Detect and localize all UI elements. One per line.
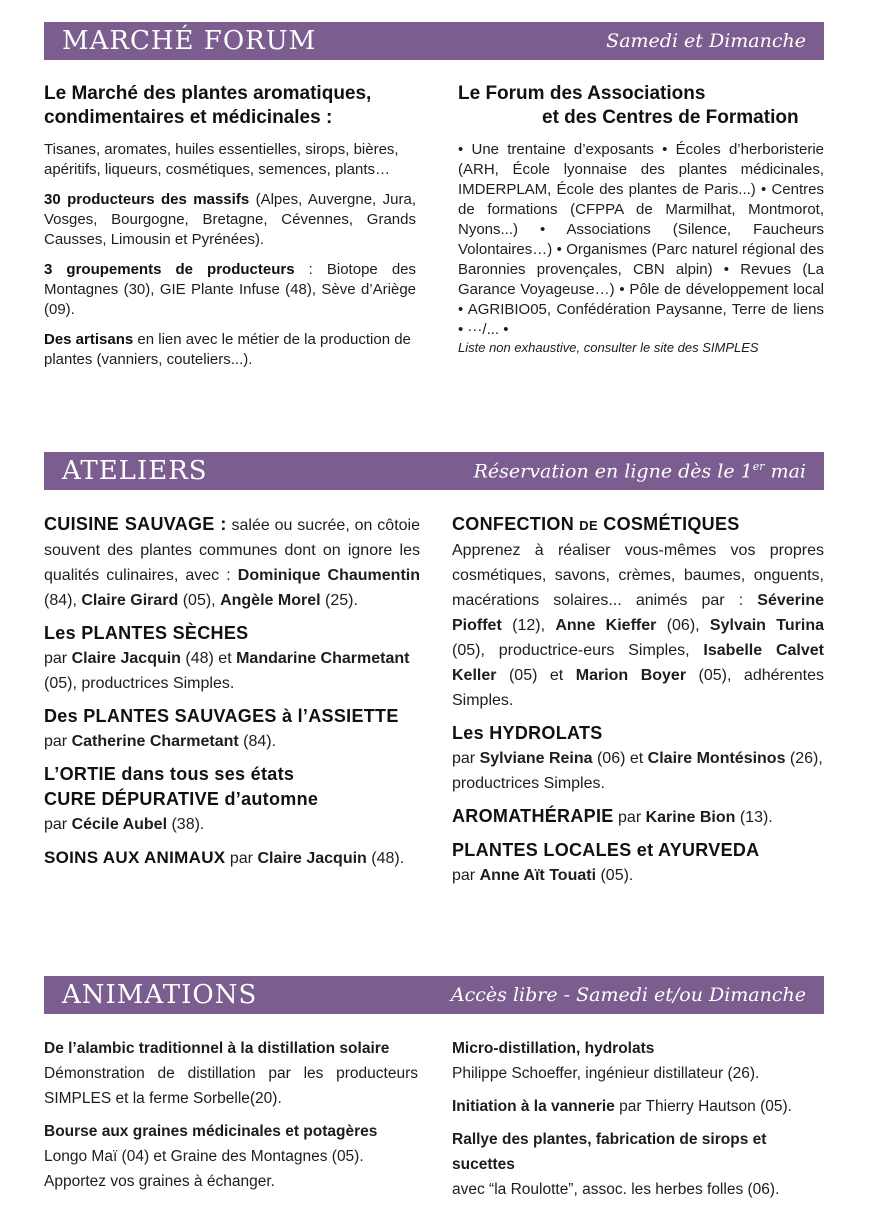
workshop-soins-animaux: SOINS AUX ANIMAUX par Claire Jacquin (48). (44, 848, 405, 867)
marche-products: Tisanes, aromates, huiles essentielles, sirops, bières, apéritifs, liqueurs, cosmétiques, semences, plants… (44, 141, 399, 178)
marche-forum-banner (44, 22, 824, 60)
section-title-ateliers: ATELIERS (62, 456, 208, 486)
workshop-ayurveda: PLANTES LOCALES et AYURVEDA par Anne Aït Touati (05). (452, 840, 760, 884)
section-subtitle-animations: Accès libre - Samedi et/ou Dimanche (450, 984, 806, 1006)
workshop-aromatherapie: AROMATHÉRAPIE par Karine Bion (13). (452, 806, 773, 826)
marche-groups: 3 groupements de producteurs : Biotope des Montagnes (30), GIE Plante Infuse (48), Sève d’Ariège (09). (44, 261, 417, 318)
animation-vannerie: Initiation à la vannerie par Thierry Hautson (05). (452, 1098, 792, 1115)
section-subtitle-ateliers: Réservation en ligne dès le 1er mai (473, 460, 806, 483)
workshop-plantes-seches: Les PLANTES SÈCHES par Claire Jacquin (48) et Mandarine Charmetant (05), productrices Simples. (44, 623, 410, 692)
marche-column (44, 82, 416, 370)
workshop-hydrolats: Les HYDROLATS par Sylviane Reina (06) et Claire Montésinos (26), productrices Simples. (452, 723, 823, 792)
workshop-ortie: L’ORTIE dans tous ses états CURE DÉPURATIVE d’automne par Cécile Aubel (38). (44, 764, 319, 833)
section-title-animations: ANIMATIONS (62, 980, 258, 1010)
ateliers-left-column (44, 512, 420, 871)
workshop-cuisine-sauvage: CUISINE SAUVAGE : salée ou sucrée, on côtoie souvent des plantes communes dont on ignore les qualités culinaires, avec : Dominique Chaumentin (84), Claire Girard (05), Angèle Morel (25). (44, 514, 420, 609)
section-title-marche: MARCHÉ FORUM (62, 26, 317, 56)
ateliers-banner (44, 452, 824, 490)
marche-heading: Le Marché des plantes aromatiques, condimentaires et médicinales : (44, 83, 372, 128)
animations-left-column (44, 1036, 418, 1194)
forum-note: Liste non exhaustive, consulter le site des SIMPLES (458, 340, 759, 355)
workshop-plantes-sauvages-assiette: Des PLANTES SAUVAGES à l’ASSIETTE par Catherine Charmetant (84). (44, 706, 399, 750)
animation-bourse-graines: Bourse aux graines médicinales et potagères Longo Maï (04) et Graine des Montagnes (05). Apportez vos graines à échanger. (44, 1123, 378, 1190)
forum-exhibitors: • Une trentaine d’exposants • Écoles d’herboristerie (ARH, École lyonnaise des plantes médicinales, IMDERPLAM, École des plantes de Paris...) • Centres de formations (CFPPA de Marmilhat, Montmorot, Nyons...) • Associations (Silence, Faucheurs Volontaires…) • Organismes (Parc naturel régional des Baronnies provençales, CBN alpin) • Revues (La Garance Voyageuse…) • Pôle de développement local • AGRIBIO05, Confédération Paysanne, Terre de liens • ···/... • (458, 141, 824, 338)
section-subtitle-marche: Samedi et Dimanche (606, 30, 806, 52)
animation-alambic: De l’alambic traditionnel à la distillation solaire Démonstration de distillation par les producteurs SIMPLES et la ferme Sorbelle(20). (44, 1040, 418, 1107)
forum-heading: Le Forum des Associations et des Centres de Formation (458, 83, 799, 128)
animations-banner (44, 976, 824, 1014)
forum-column (458, 82, 824, 355)
animation-micro-distillation: Micro-distillation, hydrolats Philippe Schoeffer, ingénieur distillateur (26). (452, 1040, 760, 1082)
animations-right-column (452, 1036, 824, 1202)
workshop-cosmetiques: CONFECTION DE COSMÉTIQUES Apprenez à réaliser vous-mêmes vos propres cosmétiques, savons, crèmes, baumes, onguents, macérations solaires... animés par : Séverine Pioffet (12), Anne Kieffer (06), Sylvain Turina (05), productrice-eurs Simples, Isabelle Calvet Keller (05) et Marion Boyer (05), adhérentes Simples. (452, 514, 825, 709)
animation-rallye: Rallye des plantes, fabrication de sirops et sucettes avec “la Roulotte”, assoc. les herbes folles (06). (452, 1131, 780, 1198)
marche-producers: 30 producteurs des massifs (Alpes, Auvergne, Jura, Vosges, Bourgogne, Bretagne, Cévennes, Grands Causses, Limousin et Pyrénées). (44, 191, 416, 248)
ateliers-right-column (452, 512, 824, 888)
marche-artisans: Des artisans en lien avec le métier de la production de plantes (vanniers, couteliers...). (44, 331, 411, 368)
